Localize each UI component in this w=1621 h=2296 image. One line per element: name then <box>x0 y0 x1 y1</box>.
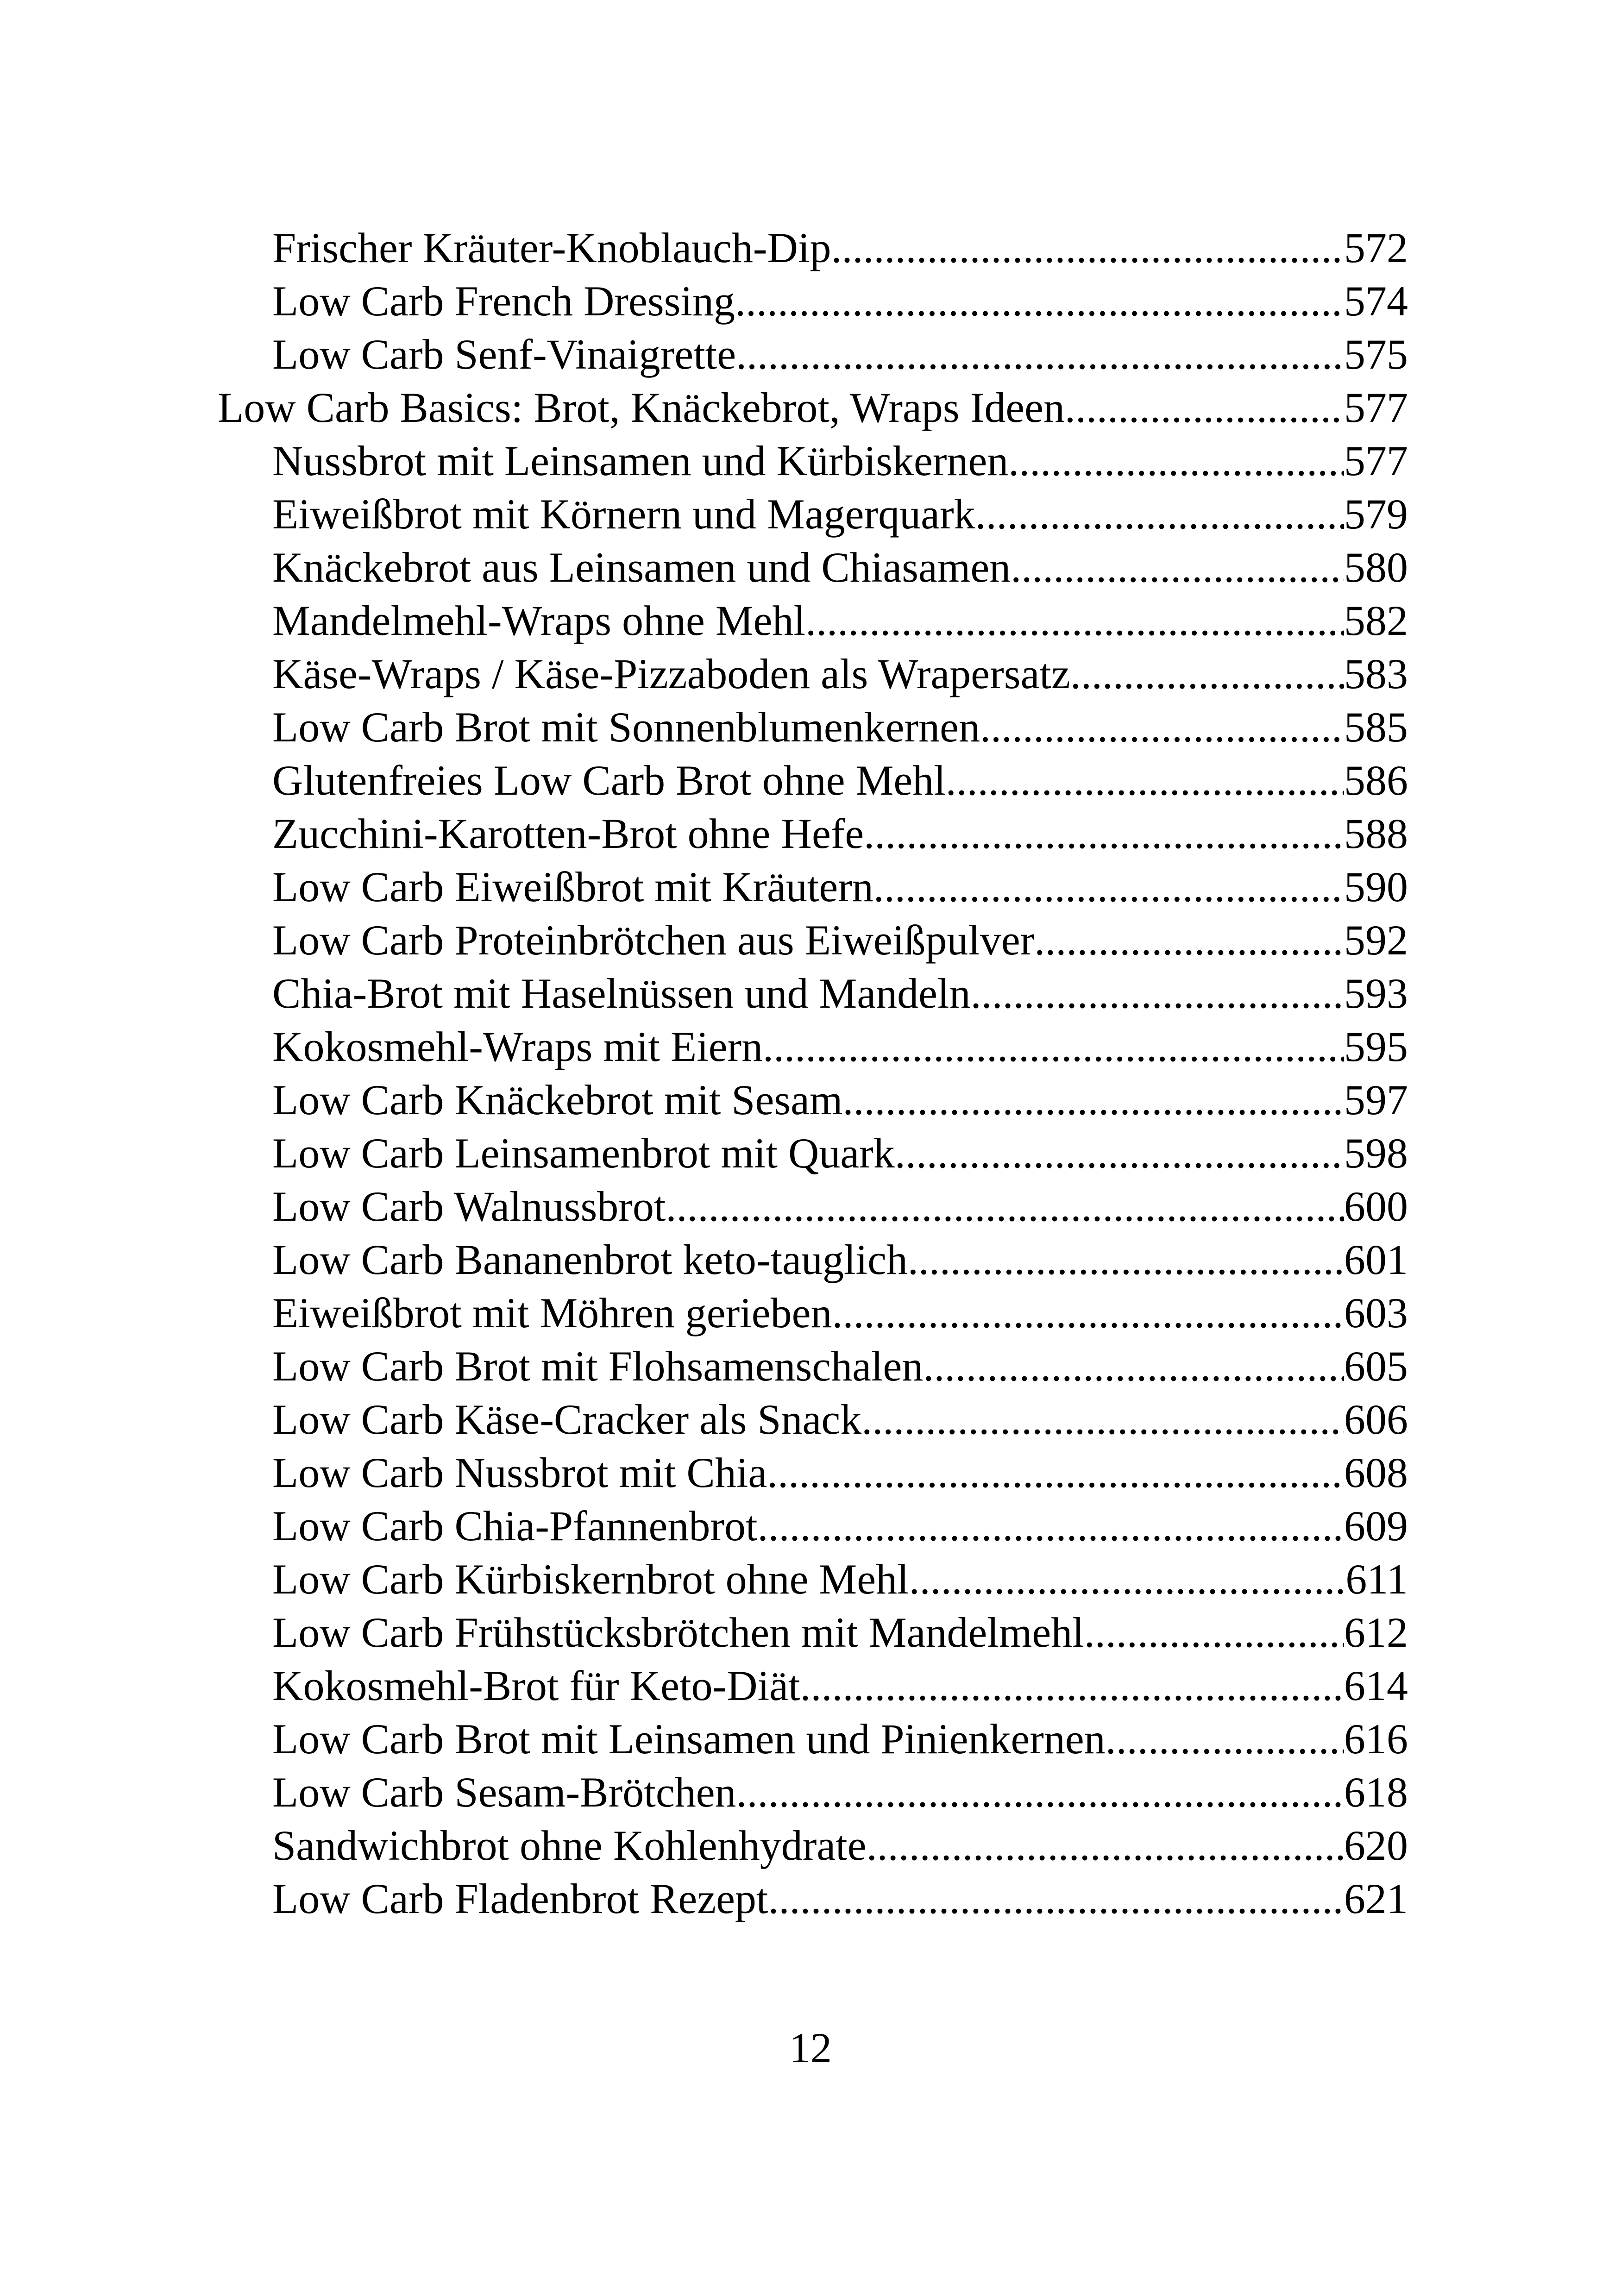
dot-leader <box>831 221 1344 275</box>
toc-entry-title: Low Carb Proteinbrötchen aus Eiweißpulver <box>272 916 1035 964</box>
toc-entry[interactable] <box>218 1659 1408 1713</box>
dot-leader <box>1034 914 1344 967</box>
toc-entry[interactable] <box>218 1446 1408 1499</box>
toc-entry-title: Frischer Kräuter-Knoblauch-Dip <box>272 224 831 271</box>
toc-entry-title: Low Carb Knäckebrot mit Sesam <box>272 1076 843 1123</box>
dot-leader <box>864 807 1344 860</box>
toc-entry-title: Low Carb Brot mit Leinsamen und Pinienkernen <box>272 1715 1106 1763</box>
toc-entry-page-number: 579 <box>1344 490 1408 538</box>
dot-leader <box>975 488 1344 541</box>
toc-entry[interactable] <box>218 967 1408 1020</box>
dot-leader <box>666 1180 1344 1233</box>
toc-entry[interactable] <box>218 1872 1408 1926</box>
toc-entry-title: Nussbrot mit Leinsamen und Kürbiskernen <box>272 437 1009 484</box>
dot-leader <box>909 1553 1346 1606</box>
toc-entry-title: Käse-Wraps / Käse-Pizzaboden als Wrapersatz <box>272 650 1070 697</box>
toc-entry-page-number: 608 <box>1344 1449 1408 1496</box>
dot-leader <box>1070 647 1344 701</box>
dot-leader <box>1011 541 1344 594</box>
toc-entry-title: Low Carb Kürbiskernbrot ohne Mehl <box>272 1556 909 1603</box>
dot-leader <box>1106 1713 1344 1766</box>
dot-leader <box>1008 434 1344 488</box>
toc-entry-title: Low Carb Senf-Vinaigrette <box>272 331 736 378</box>
toc-entry-page-number: 580 <box>1344 544 1408 591</box>
toc-entry[interactable] <box>218 1286 1408 1340</box>
dot-leader <box>805 594 1344 647</box>
toc-entry-title: Mandelmehl-Wraps ohne Mehl <box>272 597 806 644</box>
toc-entry-title: Low Carb Eiweißbrot mit Kräutern <box>272 863 873 910</box>
toc-entry-title: Low Carb Leinsamenbrot mit Quark <box>272 1129 895 1177</box>
toc-entry-page-number: 586 <box>1344 757 1408 804</box>
dot-leader <box>758 1499 1344 1553</box>
toc-entry-page-number: 618 <box>1344 1769 1408 1816</box>
dot-leader <box>832 1286 1344 1340</box>
dot-leader <box>873 860 1344 914</box>
toc-entry[interactable] <box>218 1713 1408 1766</box>
toc-entry-page-number: 614 <box>1344 1662 1408 1709</box>
toc-entry-page-number: 577 <box>1344 437 1408 484</box>
toc-entry[interactable] <box>218 1073 1408 1127</box>
table-of-contents <box>218 221 1408 1926</box>
toc-entry[interactable] <box>218 1819 1408 1872</box>
toc-entry-page-number: 583 <box>1344 650 1408 697</box>
toc-entry-page-number: 620 <box>1344 1822 1408 1869</box>
toc-entry[interactable] <box>218 1766 1408 1819</box>
toc-entry[interactable] <box>218 1499 1408 1553</box>
toc-entry-page-number: 603 <box>1344 1289 1408 1336</box>
toc-entry[interactable] <box>218 328 1408 381</box>
toc-entry-title: Glutenfreies Low Carb Brot ohne Mehl <box>272 757 946 804</box>
toc-entry-page-number: 595 <box>1344 1023 1408 1070</box>
toc-entry-page-number: 592 <box>1344 916 1408 964</box>
toc-entry[interactable] <box>218 701 1408 754</box>
dot-leader <box>843 1073 1345 1127</box>
toc-entry-page-number: 574 <box>1344 277 1408 325</box>
dot-leader <box>861 1393 1344 1446</box>
toc-entry-page-number: 597 <box>1344 1076 1408 1123</box>
page-number: 12 <box>789 2024 832 2071</box>
toc-entry-page-number: 582 <box>1344 597 1408 644</box>
toc-entry-page-number: 609 <box>1344 1502 1408 1549</box>
toc-entry-title: Kokosmehl-Wraps mit Eiern <box>272 1023 763 1070</box>
dot-leader <box>767 1446 1344 1499</box>
toc-entry[interactable] <box>218 488 1408 541</box>
toc-entry-title: Low Carb Brot mit Flohsamenschalen <box>272 1342 924 1390</box>
toc-entry-page-number: 588 <box>1344 810 1408 857</box>
toc-entry-title: Kokosmehl-Brot für Keto-Diät <box>272 1662 800 1709</box>
toc-entry[interactable] <box>218 1340 1408 1393</box>
toc-entry-page-number: 600 <box>1344 1183 1408 1230</box>
dot-leader <box>1065 381 1344 434</box>
dot-leader <box>763 1020 1344 1073</box>
toc-entry[interactable] <box>218 594 1408 647</box>
toc-entry-page-number: 612 <box>1344 1609 1408 1656</box>
toc-entry-page-number: 616 <box>1344 1715 1408 1763</box>
toc-entry-title: Eiweißbrot mit Möhren gerieben <box>272 1289 832 1336</box>
dot-leader <box>735 275 1344 328</box>
toc-entry[interactable] <box>218 275 1408 328</box>
toc-entry-page-number: 605 <box>1344 1342 1408 1390</box>
toc-entry[interactable] <box>218 1606 1408 1659</box>
toc-entry-title: Low Carb Chia-Pfannenbrot <box>272 1502 758 1549</box>
dot-leader <box>923 1340 1344 1393</box>
toc-entry-title: Eiweißbrot mit Körnern und Magerquark <box>272 490 975 538</box>
toc-entry-title: Low Carb Basics: Brot, Knäckebrot, Wraps Ideen <box>218 384 1065 431</box>
dot-leader <box>895 1127 1344 1180</box>
toc-entry-page-number: 585 <box>1344 703 1408 751</box>
toc-entry-page-number: 611 <box>1345 1556 1408 1603</box>
dot-leader <box>800 1659 1344 1713</box>
toc-entry-title: Low Carb Sesam-Brötchen <box>272 1769 736 1816</box>
toc-entry-page-number: 621 <box>1344 1875 1408 1922</box>
toc-entry-page-number: 575 <box>1344 331 1408 378</box>
toc-entry[interactable] <box>218 221 1408 275</box>
toc-entry-title: Knäckebrot aus Leinsamen und Chiasamen <box>272 544 1011 591</box>
dot-leader <box>736 328 1344 381</box>
toc-entry-page-number: 593 <box>1344 970 1408 1017</box>
dot-leader <box>946 754 1344 807</box>
toc-entry-title: Low Carb Nussbrot mit Chia <box>272 1449 767 1496</box>
toc-entry-title: Low Carb Käse-Cracker als Snack <box>272 1396 862 1443</box>
toc-entry-page-number: 590 <box>1344 863 1408 910</box>
toc-entry-title: Chia-Brot mit Haselnüssen und Mandeln <box>272 970 971 1017</box>
toc-entry[interactable] <box>218 541 1408 594</box>
toc-entry-title: Sandwichbrot ohne Kohlenhydrate <box>272 1822 867 1869</box>
toc-entry[interactable] <box>218 914 1408 967</box>
toc-entry[interactable] <box>218 754 1408 807</box>
dot-leader <box>867 1819 1344 1872</box>
toc-entry[interactable] <box>218 860 1408 914</box>
toc-entry[interactable] <box>218 647 1408 701</box>
dot-leader <box>971 967 1344 1020</box>
toc-entry[interactable] <box>218 1127 1408 1180</box>
toc-entry-title: Low Carb French Dressing <box>272 277 735 325</box>
toc-entry[interactable] <box>218 807 1408 860</box>
toc-entry-title: Low Carb Walnussbrot <box>272 1183 666 1230</box>
toc-entry[interactable] <box>218 1233 1408 1286</box>
dot-leader <box>1084 1606 1344 1659</box>
toc-entry[interactable] <box>218 1020 1408 1073</box>
toc-entry-page-number: 572 <box>1344 224 1408 271</box>
toc-entry[interactable] <box>218 1393 1408 1446</box>
toc-entry-page-number: 606 <box>1344 1396 1408 1443</box>
toc-entry[interactable] <box>218 1553 1408 1606</box>
dot-leader <box>980 701 1344 754</box>
toc-entry-page-number: 598 <box>1344 1129 1408 1177</box>
dot-leader <box>736 1766 1344 1819</box>
toc-entry-title: Zucchini-Karotten-Brot ohne Hefe <box>272 810 864 857</box>
toc-entry-title: Low Carb Bananenbrot keto-tauglich <box>272 1236 908 1283</box>
toc-entry-title: Low Carb Fladenbrot Rezept <box>272 1875 768 1922</box>
dot-leader <box>768 1872 1345 1926</box>
toc-entry[interactable] <box>218 434 1408 488</box>
toc-entry-title: Low Carb Brot mit Sonnenblumenkernen <box>272 703 980 751</box>
dot-leader <box>908 1233 1344 1286</box>
toc-entry-page-number: 577 <box>1344 384 1408 431</box>
toc-entry-page-number: 601 <box>1344 1236 1408 1283</box>
toc-section-entry[interactable] <box>218 381 1408 434</box>
toc-entry[interactable] <box>218 1180 1408 1233</box>
toc-entry-title: Low Carb Frühstücksbrötchen mit Mandelmehl <box>272 1609 1084 1656</box>
